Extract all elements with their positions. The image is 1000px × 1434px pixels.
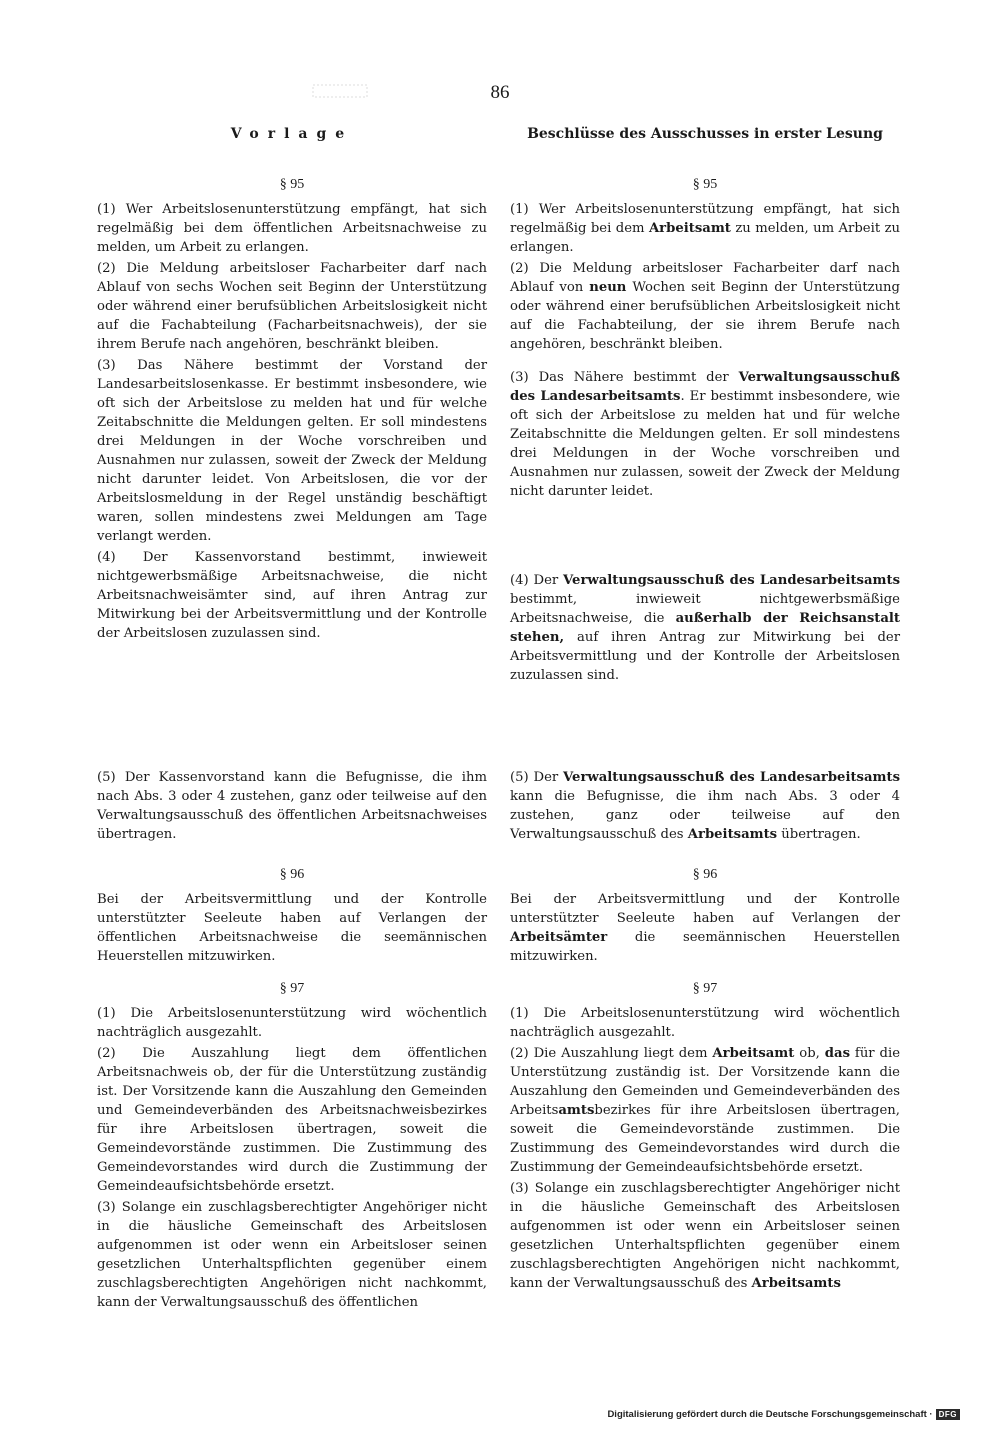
dfg-logo: DFG bbox=[936, 1409, 960, 1420]
paragraph: Bei der Arbeitsvermittlung und der Kontrolle unterstützter Seeleute haben auf Verlangen der Arbeitsämter die seemännischen Heuerstellen mitzuwirken. bbox=[510, 892, 900, 964]
section-heading: § 95 bbox=[692, 177, 718, 192]
paragraph: (3) Solange ein zuschlagsberechtigter Angehöriger nicht in die häusliche Gemeinschaft des Arbeitslosen aufgenommen ist oder wenn ein Arbeitsloser seinen gesetzlichen Unterhaltspflichten gegenüber einem zuschlagsberechtigten Angehörigen nicht nachkommt, kann der Verwaltungsausschuß des Arbeitsamts bbox=[510, 1181, 900, 1291]
section-heading: § 97 bbox=[279, 981, 305, 996]
amended-text: außerhalb der Reichsanstalt stehen, bbox=[510, 611, 900, 645]
paragraph: (1) Wer Arbeitslosenunterstützung empfängt, hat sich regelmäßig bei dem Arbeitsamt zu melden, um Arbeit zu erlangen. bbox=[510, 202, 901, 255]
amended-text: Arbeitsämter bbox=[510, 930, 608, 945]
digitization-credit bbox=[607, 1409, 960, 1420]
amended-text: amts bbox=[558, 1103, 595, 1118]
section-heading: § 96 bbox=[279, 867, 305, 882]
amended-text: Verwaltungsausschuß des Landesarbeitsamts bbox=[510, 370, 900, 404]
paragraph: (4) Der Verwaltungsausschuß des Landesarbeitsamts bestimmt, inwieweit nichtgewerbsmäßige Arbeitsnachweise, die außerhalb der Reichsanstalt stehen, auf ihren Antrag zur Mitwirkung bei der Arbeitsvermittlung und der Kontrolle der Arbeitslosen zuzulassen sind. bbox=[510, 573, 900, 683]
amended-text: Arbeitsamts bbox=[751, 1276, 841, 1291]
amended-text: neun bbox=[589, 280, 627, 295]
right-section-97 bbox=[510, 980, 900, 1295]
right-section-96 bbox=[510, 866, 900, 968]
paragraph: (4) Der Kassenvorstand bestimmt, inwieweit nichtgewerbsmäßige Arbeitsnachweise, die nicht Arbeitsnachweisämter sind, auf ihren Antrag zur Mitwirkung bei der Arbeitsvermittlung und der Kontrolle der Arbeitslosen zuzulassen sind. bbox=[97, 550, 487, 641]
paragraph: (2) Die Auszahlung liegt dem öffentlichen Arbeitsnachweis ob, der für die Unterstützung zuständig ist. Der Vorsitzende kann die Auszahlung den Gemeinden und Gemeindeverbänden des Arbeitsnachweisbezirkes für ihre Arbeitslosen übertragen, soweit die Gemeindevorstände zustimmen. Die Zustimmung des Gemeindevorstandes wird durch die Zustimmung der Gemeindeaufsichtsbehörde ersetzt. bbox=[97, 1046, 487, 1194]
paragraph: (3) Das Nähere bestimmt der Verwaltungsausschuß des Landesarbeitsamts. Er bestimmt insbesondere, wie oft sich der Arbeitslose zu melden hat und für welche Zeitabschnitte die Meldungen gelten. Er soll mindestens drei Meldungen in der Woche vorschreiben und Ausnahmen nur zulassen, soweit der Zweck der Meldung nicht darunter leidet. bbox=[510, 370, 900, 499]
amended-text: das bbox=[824, 1046, 850, 1061]
column-header-left: Vorlage bbox=[230, 126, 354, 142]
section-heading: § 96 bbox=[692, 867, 718, 882]
paragraph: (1) Die Arbeitslosenunterstützung wird wöchentlich nachträglich ausgezahlt. bbox=[97, 1006, 487, 1040]
paragraph: (1) Die Arbeitslosenunterstützung wird wöchentlich nachträglich ausgezahlt. bbox=[510, 1006, 900, 1040]
left-section-96 bbox=[97, 866, 487, 968]
amended-text: Arbeitsamt bbox=[648, 221, 731, 236]
section-heading: § 97 bbox=[692, 981, 718, 996]
left-section-95 bbox=[97, 176, 487, 645]
right-section-95-p5 bbox=[510, 768, 900, 846]
section-heading: § 95 bbox=[279, 177, 305, 192]
column-header-right: Beschlüsse des Ausschusses in erster Lesung bbox=[527, 126, 883, 142]
right-section-95-p3 bbox=[510, 368, 900, 503]
right-section-95 bbox=[510, 176, 900, 356]
amended-text: Verwaltungsausschuß des Landesarbeitsamts bbox=[563, 770, 900, 785]
paragraph: (2) Die Auszahlung liegt dem Arbeitsamt ob, das für die Unterstützung zuständig ist. Der Vorsitzende kann die Auszahlung den Gemeinden und Gemeindeverbänden des Arbeitsamtsbezirkes für ihre Arbeitslosen übertragen, soweit die Gemeindevorstände zustimmen. Die Zustimmung des Gemeindevorstandes wird durch die Zustimmung der Gemeindeaufsichtsbehörde ersetzt. bbox=[510, 1046, 901, 1175]
paragraph: (3) Solange ein zuschlagsberechtigter Angehöriger nicht in die häusliche Gemeinschaft des Arbeitslosen aufgenommen ist oder wenn ein Arbeitsloser seinen gesetzlichen Unterhaltspflichten gegenüber einem zuschlagsberechtigten Angehörigen nicht nachkommt, kann der Verwaltungsausschuß des öffentlichen bbox=[97, 1200, 487, 1310]
amended-text: Arbeitsamts bbox=[687, 827, 778, 842]
paragraph: (5) Der Kassenvorstand kann die Befugnisse, die ihm nach Abs. 3 oder 4 zustehen, ganz oder teilweise auf den Verwaltungsausschuß des öffentlichen Arbeitsnachweises übertragen. bbox=[97, 770, 487, 842]
paragraph: (5) Der Verwaltungsausschuß des Landesarbeitsamts kann die Befugnisse, die ihm nach Abs. 3 oder 4 zustehen, ganz oder teilweise auf den Verwaltungsausschuß des Arbeitsamts übertragen. bbox=[510, 770, 900, 842]
paragraph: (1) Wer Arbeitslosenunterstützung empfängt, hat sich regelmäßig bei dem öffentlichen Arbeitsnachweise zu melden, um Arbeit zu erlangen. bbox=[97, 202, 487, 255]
paragraph: (2) Die Meldung arbeitsloser Facharbeiter darf nach Ablauf von neun Wochen seit Beginn der Unterstützung oder während einer berufsüblichen Arbeitslosigkeit nicht auf die Fachabteilung, der sie ihrem Berufe nach angehören, beschränkt bleiben. bbox=[510, 261, 900, 352]
paragraph: Bei der Arbeitsvermittlung und der Kontrolle unterstützter Seeleute haben auf Verlangen der öffentlichen Arbeitsnachweise die seemännischen Heuerstellen mitzuwirken. bbox=[97, 892, 487, 964]
amended-text: Arbeitsamt bbox=[712, 1046, 795, 1061]
left-section-95-cont bbox=[97, 768, 487, 846]
left-section-97 bbox=[97, 980, 487, 1314]
page-number: 86 bbox=[490, 82, 510, 103]
right-section-95-p4 bbox=[510, 571, 900, 687]
paragraph: (2) Die Meldung arbeitsloser Facharbeiter darf nach Ablauf von sechs Wochen seit Beginn der Unterstützung oder während einer berufsüblichen Arbeitslosigkeit nicht auf die Fachabteilung (Facharbeitsnachweis), der sie ihrem Berufe nach angehören, beschränkt bleiben. bbox=[97, 261, 487, 352]
paragraph: (3) Das Nähere bestimmt der Vorstand der Landesarbeitslosenkasse. Er bestimmt insbesondere, wie oft sich der Arbeitslose zu melden hat und für welche Zeitabschnitte die Meldungen gelten. Er soll mindestens drei Meldungen in der Woche vorschreiben und Ausnahmen nur zulassen, soweit der Zweck der Meldung nicht darunter leidet. Von Arbeitslosen, die vor der Arbeitslosmeldung in der Regel unständig beschäftigt waren, sollen mindestens zwei Meldungen am Tage verlangt werden. bbox=[97, 358, 487, 544]
amended-text: Verwaltungsausschuß des Landesarbeitsamts bbox=[563, 573, 900, 588]
credit-text: Digitalisierung gefördert durch die Deutsche Forschungsgemeinschaft · bbox=[607, 1409, 933, 1420]
